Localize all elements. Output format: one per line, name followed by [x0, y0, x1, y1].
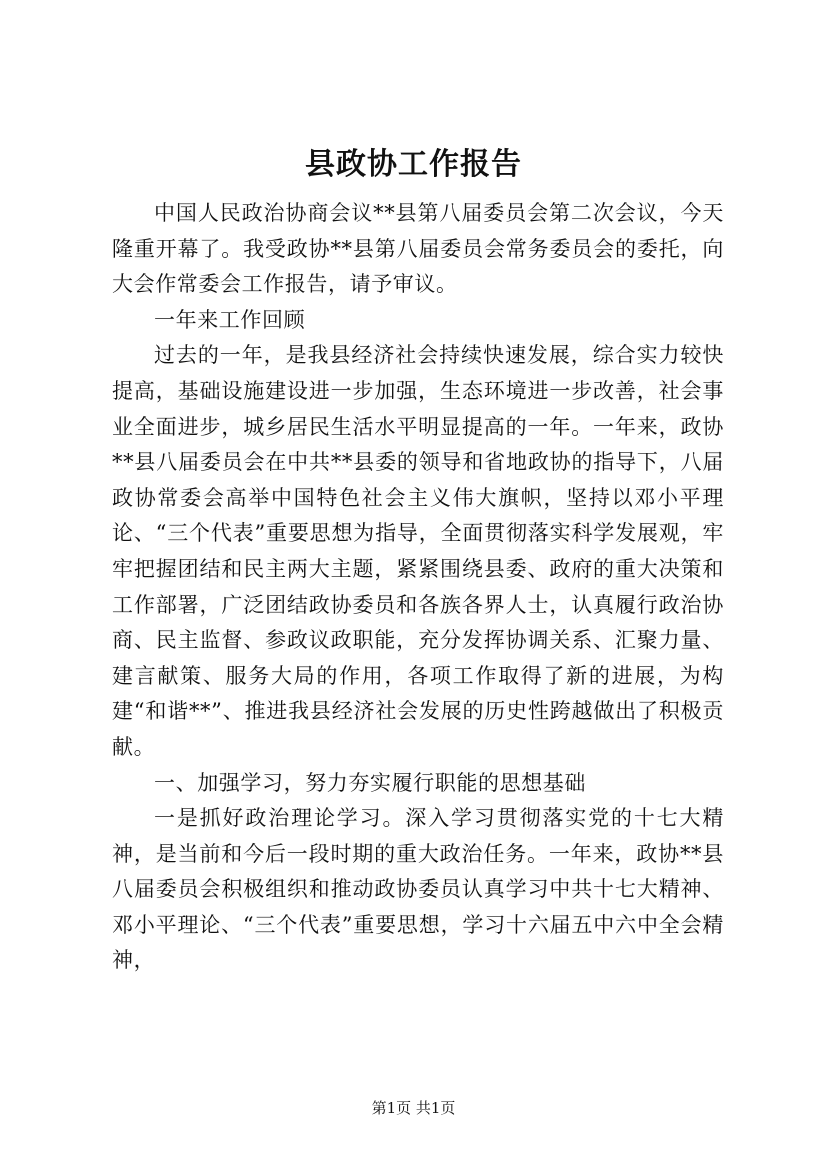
page-footer: 第1页 共1页 — [371, 1099, 456, 1117]
paragraph-opening: 中国人民政治协商会议**县第八届委员会第二次会议，今天隆重开幕了。我受政协**县第八届委员会常务委员会的委托，向大会作常委会工作报告，请予审议。 — [112, 201, 724, 297]
paragraph-review: 过去的一年，是我县经济社会持续快速发展，综合实力较快提高，基础设施建设进一步加强，生态环境进一步改善，社会事业全面进步，城乡居民生活水平明显提高的一年。一年来，政协**县八届委员会在中共**县委的领导和省地政协的指导下，八届政协常委会高举中国特色社会主义伟大旗帜，坚持以邓小平理论、“三个代表”重要思想为指导，全面贯彻落实科学发展观，牢牢把握团结和民主两大主题，紧紧围绕县委、政府的重大决策和工作部署，广泛团结政协委员和各族各界人士，认真履行政治协商、民主监督、参政议政职能，充分发挥协调关系、汇聚力量、建言献策、服务大局的作用，各项工作取得了新的进展，为构建“和谐**”、推进我县经济社会发展的历史性跨越做出了积极贡献。 — [112, 343, 724, 759]
document-body — [112, 196, 724, 979]
section-heading-study: 一、加强学习，努力夯实履行职能的思想基础 — [154, 770, 586, 795]
section-heading-review: 一年来工作回顾 — [154, 307, 306, 332]
document-title: 县政协工作报告 — [305, 147, 522, 182]
paragraph-study: 一是抓好政治理论学习。深入学习贯彻落实党的十七大精神，是当前和今后一段时期的重大政治任务。一年来，政协**县八届委员会积极组织和推动政协委员认真学习中共十七大精神、邓小平理论、“三个代表”重要思想，学习十六届五中六中全会精神， — [112, 806, 724, 973]
